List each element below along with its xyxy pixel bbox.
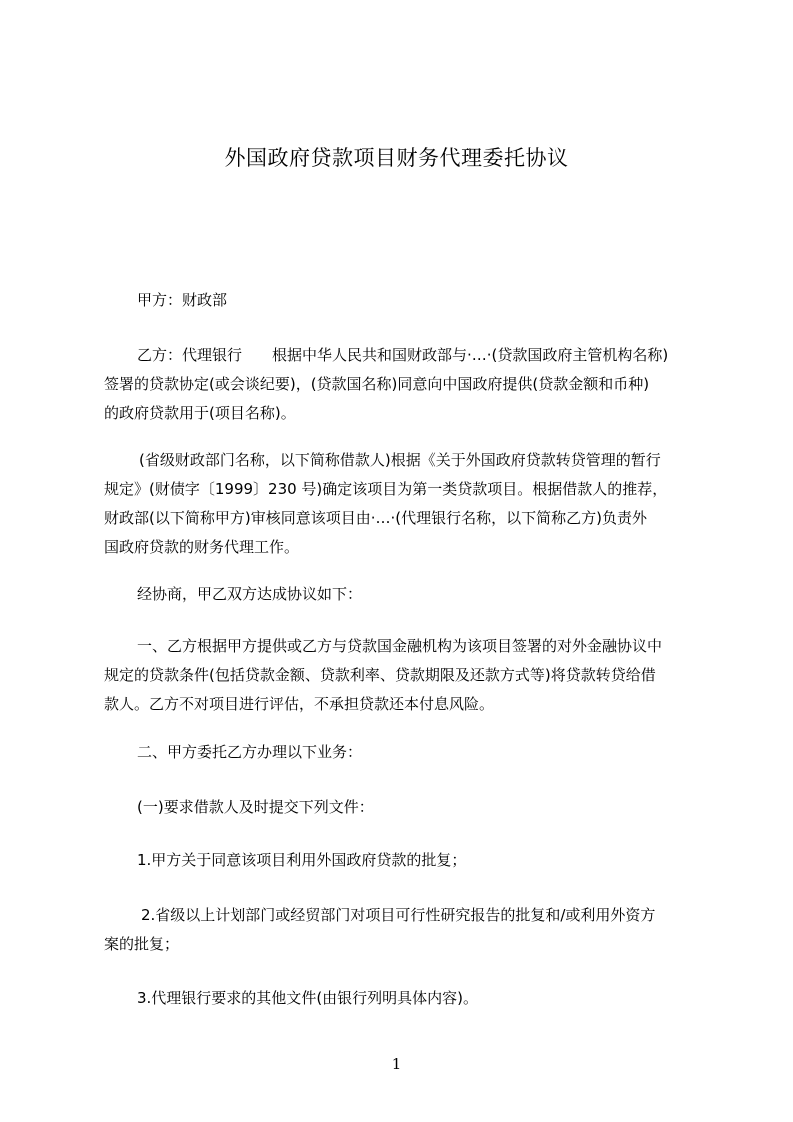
document-list-item-2-line-2: 案的批复； [104, 935, 180, 953]
clause-1-line-3: 款人。乙方不对项目进行评估，不承担贷款还本付息风险。 [104, 695, 495, 713]
document-list-item-2-line-1: 2.省级以上计划部门或经贸部门对项目可行性研究报告的批复和/或利用外资方 [141, 906, 656, 924]
clause-2-subheading: (一)要求借款人及时提交下列文件： [137, 798, 374, 816]
document-list-item-2 [104, 901, 704, 959]
party-b-line-2: 签署的贷款协定(或会谈纪要)，(贷款国名称)同意向中国政府提供(贷款金额和币种) [104, 375, 650, 393]
party-b-paragraph [104, 341, 704, 428]
clause-1-paragraph [104, 632, 704, 719]
document-list-item-1: 1.甲方关于同意该项目利用外国政府贷款的批复； [137, 851, 467, 869]
clause-1-line-2: 规定的贷款条件(包括贷款金额、贷款利率、贷款期限及还款方式等)将贷款转贷给借 [104, 666, 656, 684]
background-line-2: 规定》(财债字〔1999〕230 号)确定该项目为第一类贷款项目。根据借款人的推荐， [104, 480, 668, 498]
document-list-item-3: 3.代理银行要求的其他文件(由银行列明具体内容)。 [137, 989, 479, 1007]
document-title: 外国政府贷款项目财务代理委托协议 [224, 146, 569, 170]
party-b-line-3: 的政府贷款用于(项目名称)。 [104, 404, 296, 422]
background-line-4: 国政府贷款的财务代理工作。 [104, 538, 300, 556]
background-line-1: (省级财政部门名称，以下简称借款人)根据《关于外国政府贷款转贷管理的暂行 [139, 451, 661, 469]
clause-1-line-1: 一、乙方根据甲方提供或乙方与贷款国金融机构为该项目签署的对外金融协议中 [137, 637, 663, 655]
background-line-3: 财政部(以下简称甲方)审核同意该项目由·…·(代理银行名称，以下简称乙方)负责外 [104, 509, 647, 527]
background-paragraph [104, 446, 704, 562]
party-a-line: 甲方：财政部 [137, 291, 228, 309]
agreement-intro: 经协商，甲乙双方达成协议如下： [137, 585, 363, 603]
page-number: 1 [391, 1055, 402, 1073]
clause-2-heading: 二、甲方委托乙方办理以下业务： [137, 743, 363, 761]
party-b-line-1: 乙方：代理银行 根据中华人民共和国财政部与·…·(贷款国政府主管机构名称) [137, 346, 669, 364]
